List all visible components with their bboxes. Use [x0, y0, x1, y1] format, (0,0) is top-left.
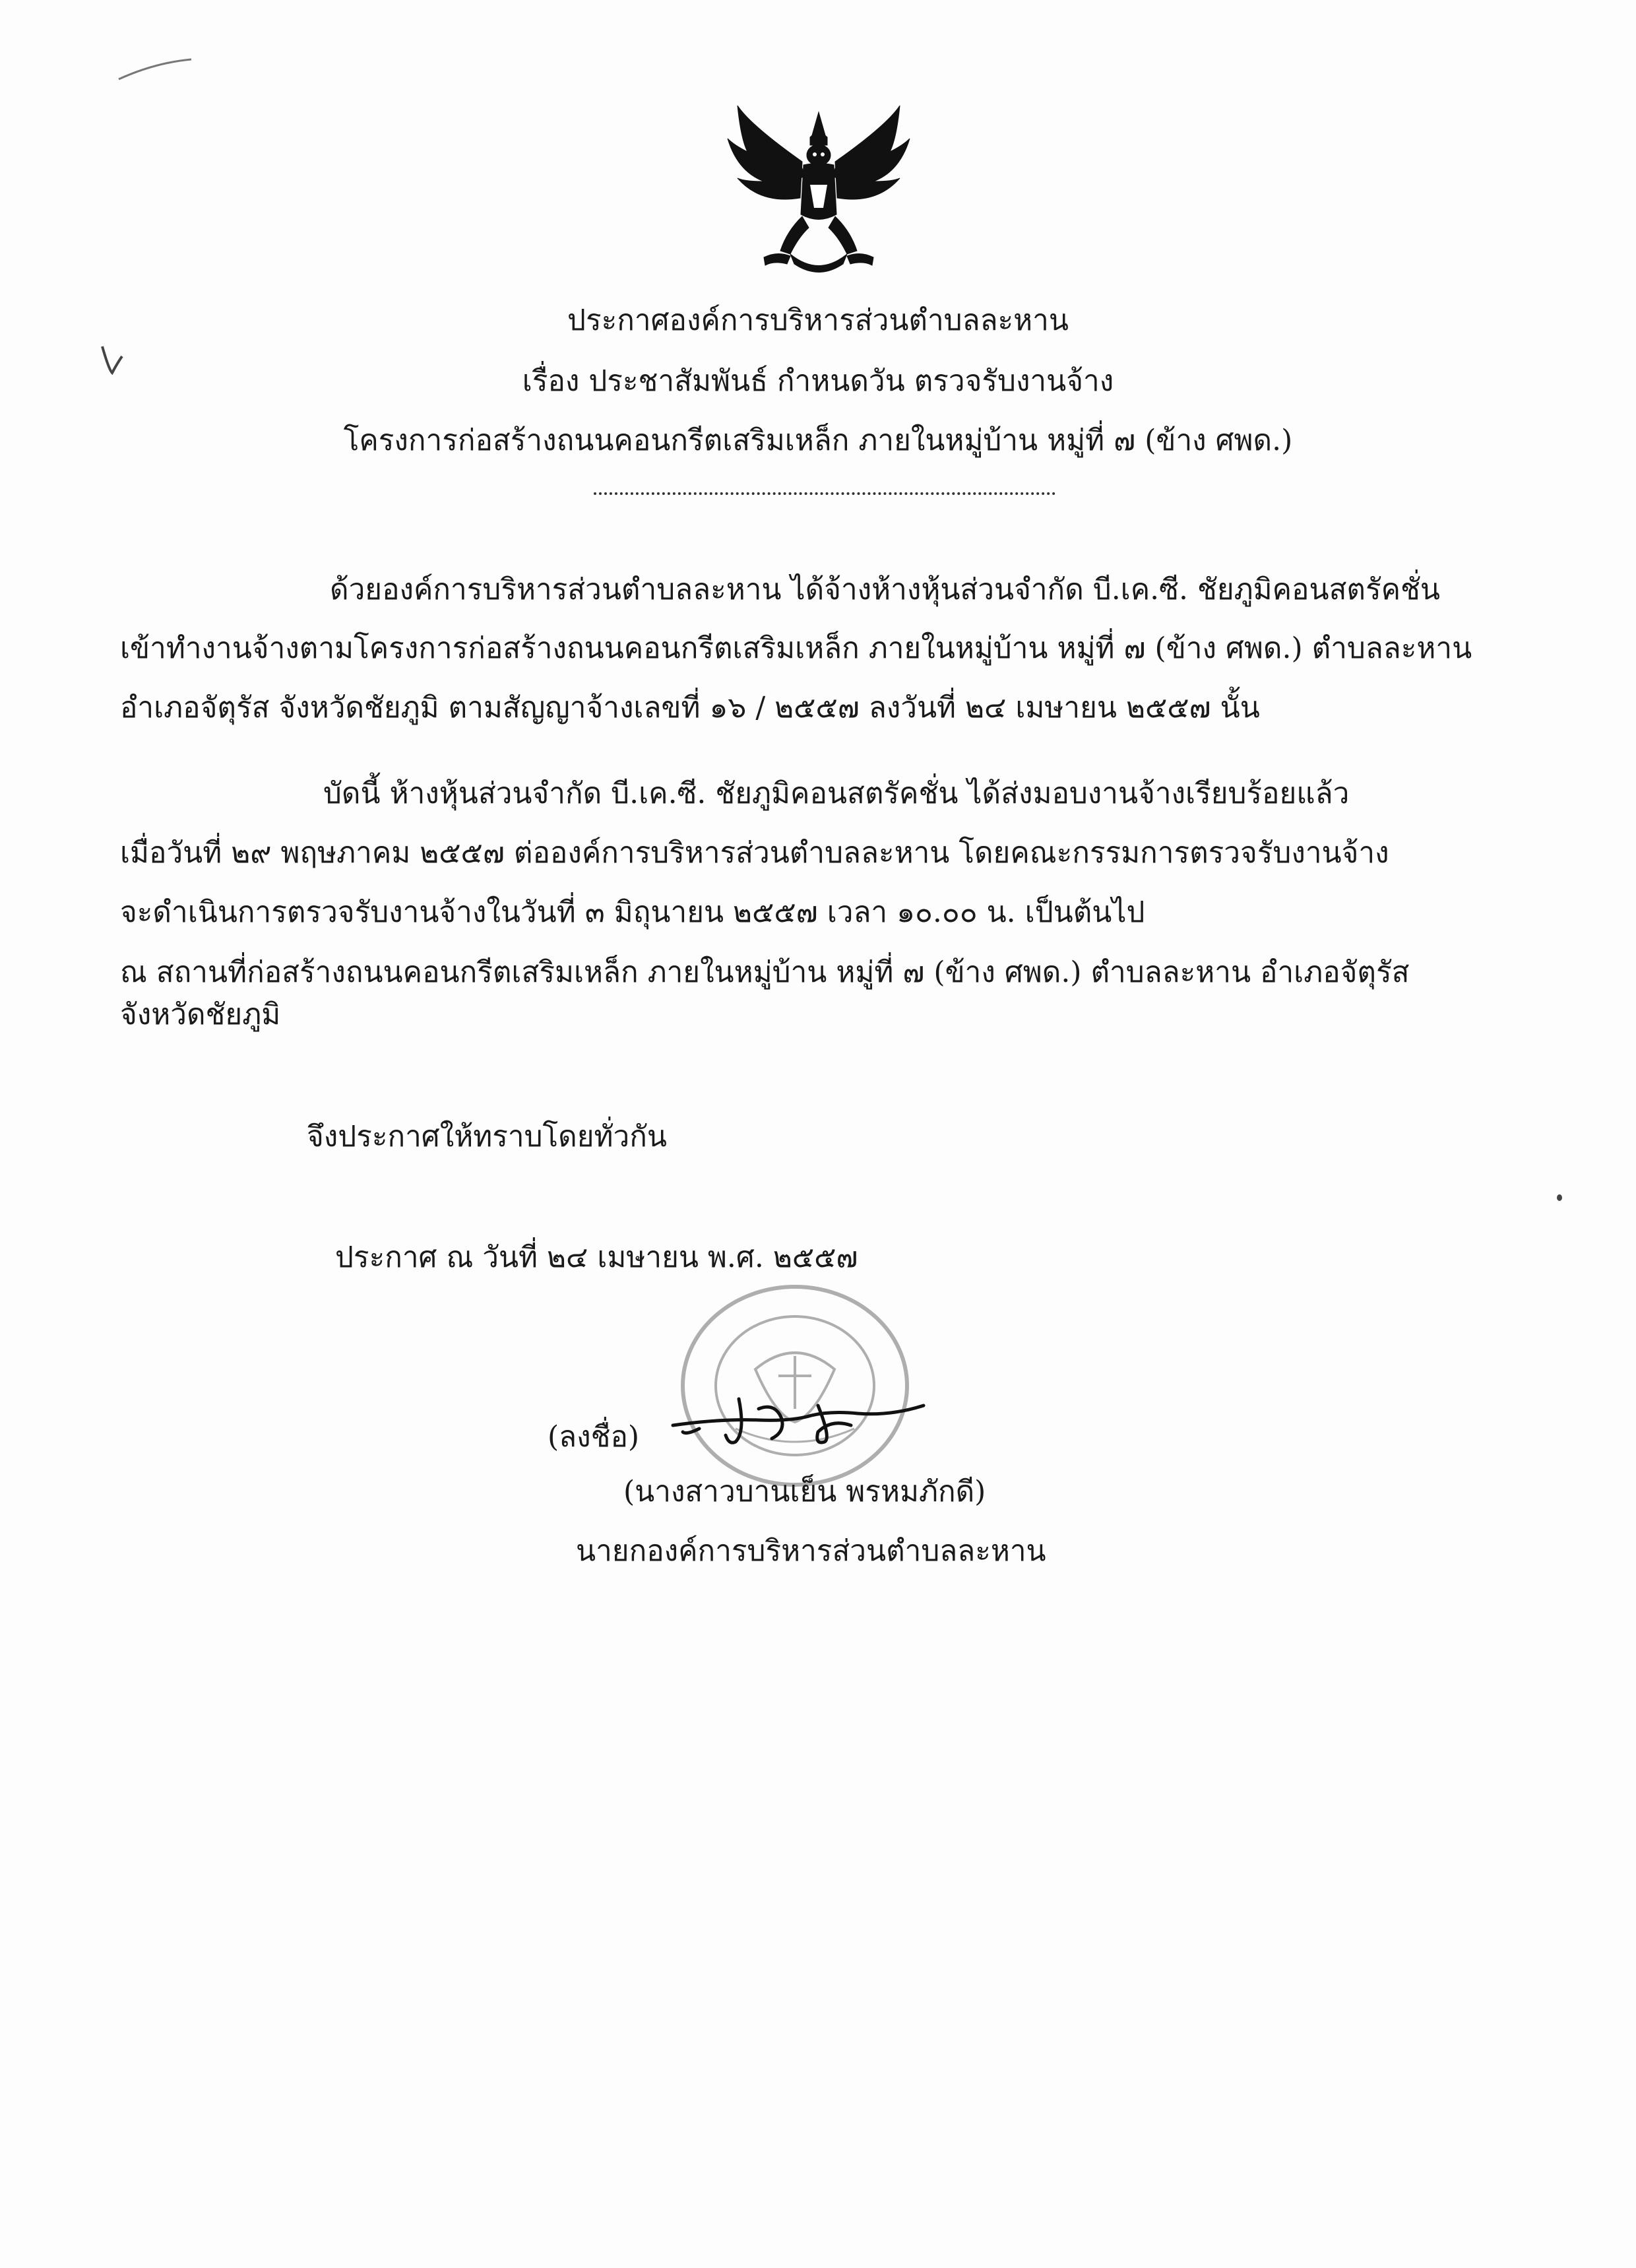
signer-position: นายกองค์การบริหารส่วนตำบลละหาน [576, 1534, 1046, 1568]
pen-mark [115, 56, 195, 82]
para1-line1: ด้วยองค์การบริหารส่วนตำบลละหาน ได้จ้างห้างหุ้นส่วนจำกัด บี.เค.ซี. ชัยภูมิคอนสตรัคชั่น [330, 573, 1440, 606]
para1-line3: อำเภอจัตุรัส จังหวัดชัยภูมิ ตามสัญญาจ้างเลขที่ ๑๖ / ๒๕๕๗ ลงวันที่ ๒๔ เมษายน ๒๕๕๗ นั้น [120, 691, 1260, 725]
para2-line1: บัดนี้ ห้างหุ้นส่วนจำกัด บี.เค.ซี. ชัยภูมิคอนสตรัคชั่น ได้ส่งมอบงานจ้างเรียบร้อยแล้ว [323, 777, 1350, 810]
sign-label: (ลงชื่อ) [548, 1420, 640, 1454]
scan-speck [1557, 1194, 1562, 1201]
project-name: โครงการก่อสร้างถนนคอนกรีตเสริมเหล็ก ภายในหมู่บ้าน หมู่ที่ ๗ (ข้าง ศพด.) [343, 424, 1293, 457]
para2-line2: เมื่อวันที่ ๒๙ พฤษภาคม ๒๕๕๗ ต่อองค์การบริหารส่วนตำบลละหาน โดยคณะกรรมการตรวจรับงานจ้าง [120, 836, 1389, 870]
handwritten-signature [660, 1379, 937, 1458]
para2-line5: จังหวัดชัยภูมิ [120, 998, 281, 1031]
dotted-separator [594, 490, 1055, 495]
garuda-emblem-icon [724, 99, 913, 284]
closing-statement: จึงประกาศให้ทราบโดยทั่วกัน [307, 1120, 667, 1153]
announcement-date: ประกาศ ณ วันที่ ๒๔ เมษายน พ.ศ. ๒๕๕๗ [335, 1241, 858, 1274]
para1-line2: เข้าทำงานจ้างตามโครงการก่อสร้างถนนคอนกรีตเสริมเหล็ก ภายในหมู่บ้าน หมู่ที่ ๗ (ข้าง ศพด.) ตำบลละหาน [120, 632, 1472, 665]
signer-name: (นางสาวบานเย็น พรหมภักดี) [623, 1475, 986, 1508]
announcement-title: ประกาศองค์การบริหารส่วนตำบลละหาน [567, 304, 1069, 337]
announcement-subject: เรื่อง ประชาสัมพันธ์ กำหนดวัน ตรวจรับงานจ้าง [522, 364, 1114, 398]
para2-line3: จะดำเนินการตรวจรับงานจ้างในวันที่ ๓ มิถุนายน ๒๕๕๗ เวลา ๑๐.๐๐ น. เป็นต้นไป [120, 895, 1145, 929]
para2-line4: ณ สถานที่ก่อสร้างถนนคอนกรีตเสริมเหล็ก ภายในหมู่บ้าน หมู่ที่ ๗ (ข้าง ศพด.) ตำบลละหาน อำเภอจัตุรัส [120, 956, 1410, 989]
